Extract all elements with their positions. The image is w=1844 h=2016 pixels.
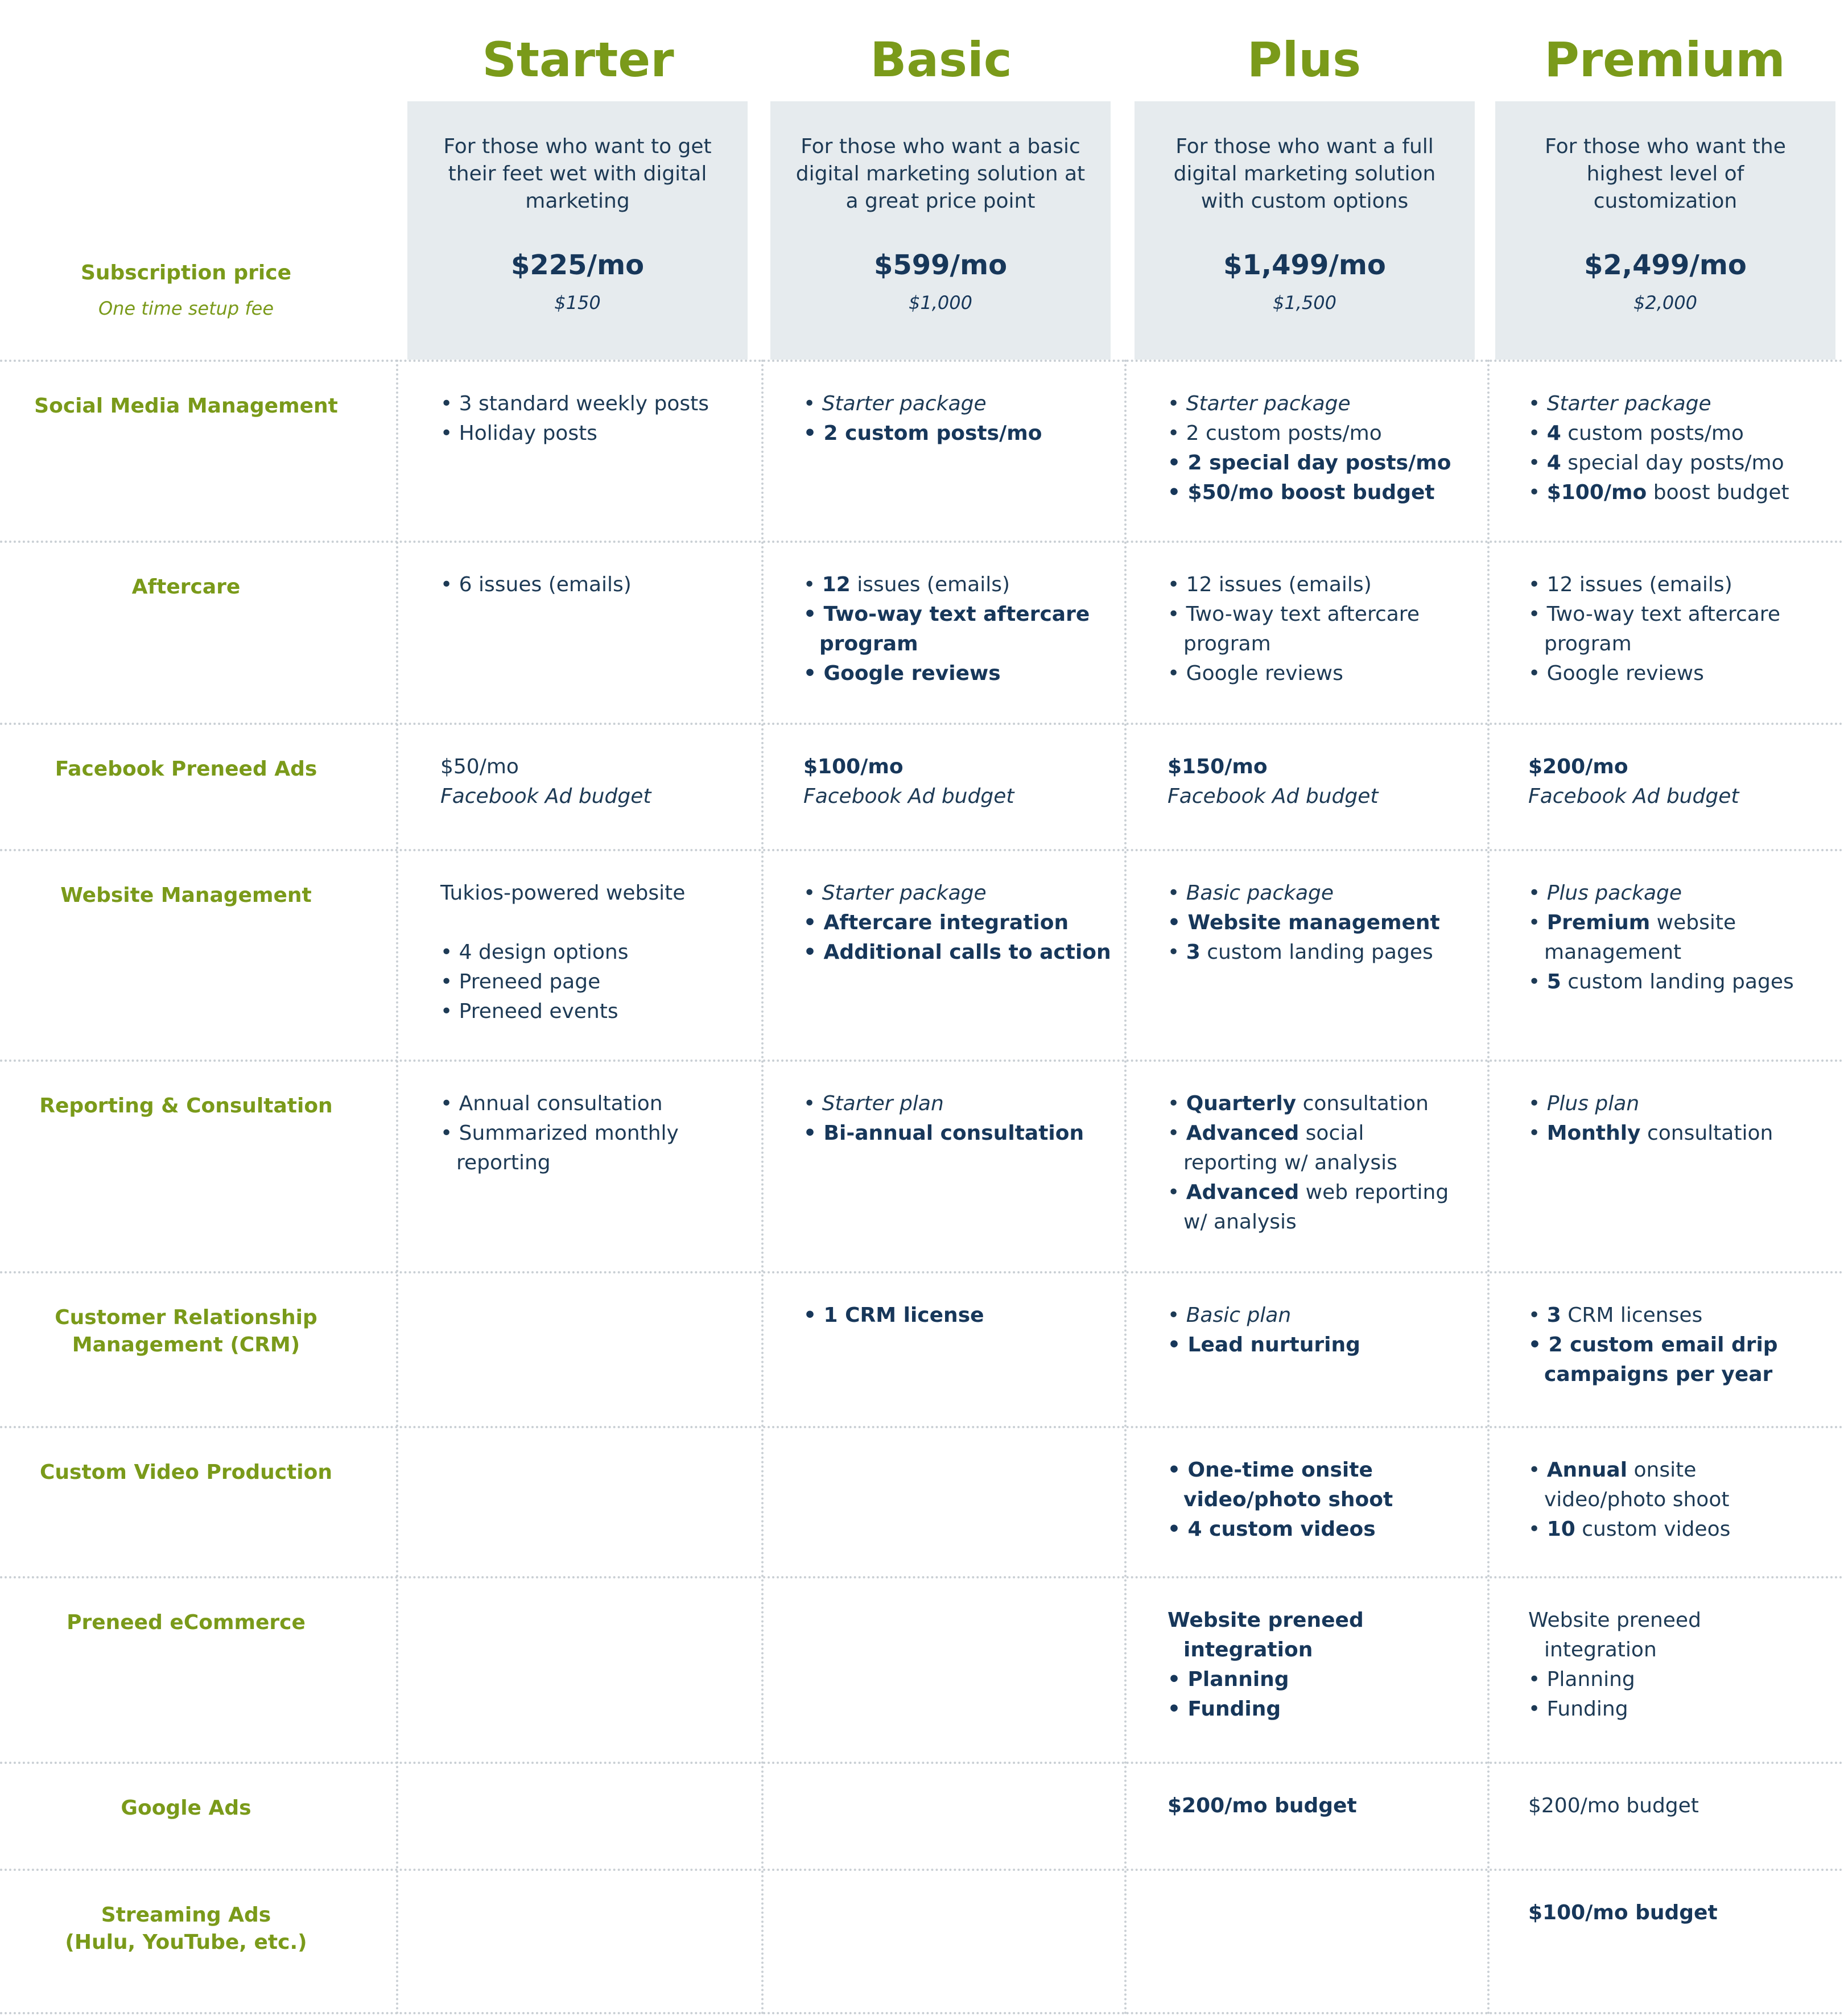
feature-cell-line (1528, 752, 1844, 782)
feature-cell-line (1168, 1178, 1485, 1207)
feature-cell-line (1168, 448, 1485, 478)
feature-cell (1168, 1791, 1485, 1821)
cell-text: • 2 custom posts/mo (1168, 422, 1382, 445)
feature-cell (1528, 1089, 1844, 1148)
cell-text: special day posts/mo (1561, 451, 1784, 475)
cell-text: $50/mo (440, 755, 519, 778)
cell-text: web reporting (1299, 1181, 1449, 1204)
feature-cell-line (1528, 389, 1844, 419)
feature-label-line: (Hulu, YouTube, etc.) (65, 1931, 307, 1954)
cell-text: onsite (1627, 1458, 1697, 1482)
feature-label (0, 882, 372, 909)
feature-cell-line (1168, 1456, 1485, 1485)
cell-text: Advanced (1186, 1181, 1300, 1204)
cell-text: • (1168, 1181, 1186, 1204)
feature-cell (803, 1089, 1121, 1148)
cell-text: 10 (1546, 1518, 1575, 1541)
feature-cell-line (1168, 478, 1485, 508)
cell-text: $200/mo (1528, 755, 1628, 778)
cell-text: program (819, 632, 918, 655)
feature-cell (440, 570, 758, 600)
cell-text: program (1183, 632, 1271, 655)
feature-cell (1168, 752, 1485, 811)
cell-text: Plus plan (1546, 1092, 1640, 1115)
feature-cell-line (1168, 1695, 1485, 1724)
feature-cell-line (1528, 1456, 1844, 1485)
feature-cell (1528, 570, 1844, 689)
cell-text: • 2 special day posts/mo (1168, 451, 1451, 475)
cell-text: campaigns per year (1544, 1363, 1773, 1386)
feature-cell-line (1528, 448, 1844, 478)
feature-cell-line (803, 782, 1121, 811)
column-divider (1487, 360, 1490, 2016)
feature-label (0, 1304, 372, 1359)
feature-cell-line (1168, 1485, 1485, 1515)
feature-cell-line (803, 1119, 1121, 1148)
cell-text: Starter package (822, 881, 987, 905)
feature-label (0, 756, 372, 783)
cell-text: Basic plan (1186, 1304, 1292, 1327)
feature-cell-line (1168, 908, 1485, 938)
cell-text: integration (1544, 1638, 1657, 1662)
cell-text: reporting (456, 1151, 551, 1174)
plan-setup-fee: $1,000 (909, 292, 972, 314)
cell-text: Starter package (822, 392, 987, 415)
cell-text: Basic package (1186, 881, 1334, 905)
cell-text: • (803, 1092, 822, 1115)
feature-cell-line (440, 1119, 758, 1148)
feature-cell (1168, 1089, 1485, 1237)
cell-text: • 12 issues (emails) (1168, 573, 1372, 596)
feature-cell (440, 1089, 758, 1178)
plan-setup-fee: $1,500 (1273, 292, 1336, 314)
feature-label-line: Management (CRM) (72, 1333, 300, 1357)
feature-cell-line (1528, 782, 1844, 811)
feature-cell-line (1168, 1665, 1485, 1695)
cell-text: website (1650, 911, 1736, 934)
feature-cell-line (1528, 1635, 1844, 1665)
feature-cell-line (1168, 389, 1485, 419)
cell-text: Annual (1546, 1458, 1628, 1482)
feature-cell-line (1528, 600, 1844, 629)
cell-text: • Preneed page (440, 970, 601, 993)
feature-cell-line (440, 997, 758, 1026)
feature-cell-line (1528, 879, 1844, 908)
feature-cell-line (1168, 570, 1485, 600)
feature-cell-line (1168, 1515, 1485, 1544)
feature-cell-line (1528, 908, 1844, 938)
feature-label-line: Website Management (60, 884, 312, 907)
feature-cell-line (440, 879, 758, 908)
feature-cell-line (1528, 659, 1844, 689)
cell-text: • (803, 881, 822, 905)
feature-cell-line (1528, 1119, 1844, 1148)
cell-text: consultation (1640, 1122, 1773, 1145)
feature-cell-line (440, 1089, 758, 1119)
cell-text: • (1168, 1304, 1186, 1327)
cell-text: • (1168, 1122, 1186, 1145)
cell-text: • (1168, 941, 1186, 964)
row-divider (0, 1762, 1844, 1764)
feature-cell-line (803, 570, 1121, 600)
cell-text: • Additional calls to action (803, 941, 1111, 964)
cell-text: • (1528, 1092, 1547, 1115)
feature-cell-line (1528, 1898, 1844, 1928)
feature-cell (1528, 879, 1844, 997)
cell-text: • Website management (1168, 911, 1440, 934)
feature-cell-line (1528, 419, 1844, 448)
feature-cell-line (440, 967, 758, 997)
feature-cell-line (1168, 1606, 1485, 1635)
feature-cell (1528, 752, 1844, 811)
feature-cell-line (1168, 1330, 1485, 1360)
feature-cell-line (803, 600, 1121, 629)
cell-text: • (803, 392, 822, 415)
row-divider (0, 849, 1844, 851)
cell-text: • (1528, 881, 1547, 905)
feature-cell (440, 389, 758, 448)
feature-label (0, 393, 372, 420)
cell-text: 4 (1546, 422, 1561, 445)
feature-cell-line (1528, 1606, 1844, 1635)
cell-text: Starter package (1546, 392, 1711, 415)
feature-cell-line (1528, 1301, 1844, 1330)
cell-text: • Funding (1168, 1697, 1281, 1721)
cell-text: • 12 issues (emails) (1528, 573, 1732, 596)
feature-cell-line (803, 659, 1121, 689)
cell-text: • Planning (1528, 1668, 1635, 1691)
feature-cell (803, 879, 1121, 967)
cell-text: social (1299, 1122, 1364, 1145)
feature-label (0, 1609, 372, 1636)
feature-cell-line (440, 938, 758, 967)
feature-cell-line (1528, 570, 1844, 600)
feature-cell-line (1528, 629, 1844, 659)
feature-cell (803, 570, 1121, 689)
plan-price: $599/mo (873, 249, 1008, 281)
cell-text: • (1528, 1122, 1547, 1145)
cell-text: boost budget (1647, 481, 1789, 504)
cell-text: video/photo shoot (1183, 1488, 1393, 1511)
cell-text: • (1528, 422, 1547, 445)
cell-text: custom landing pages (1561, 970, 1794, 993)
feature-cell-line (1168, 938, 1485, 967)
feature-cell-line (440, 752, 758, 782)
cell-text: • 2 custom email drip (1528, 1333, 1778, 1357)
cell-text: custom posts/mo (1561, 422, 1744, 445)
cell-text: integration (1183, 1638, 1313, 1662)
cell-text: • Preneed events (440, 1000, 618, 1023)
feature-cell-line (440, 570, 758, 600)
feature-cell-line (1528, 478, 1844, 508)
cell-text: 3 (1186, 941, 1201, 964)
feature-cell-line (803, 1089, 1121, 1119)
feature-label-line: Facebook Preneed Ads (55, 757, 317, 781)
feature-cell-line (803, 879, 1121, 908)
setup-fee-label: One time setup fee (98, 298, 274, 319)
feature-cell-line (1168, 1119, 1485, 1148)
feature-cell-line (440, 908, 758, 938)
plan-description: For those who want to get their feet wet with digital marketing (443, 135, 712, 213)
cell-text: • (1168, 1092, 1186, 1115)
row-divider (0, 723, 1844, 725)
cell-text: 5 (1546, 970, 1561, 993)
feature-cell-line (1168, 629, 1485, 659)
cell-text: issues (emails) (850, 573, 1010, 596)
cell-text: Starter package (1186, 392, 1351, 415)
plan-description: For those who want a basic digital marketing solution at a great price point (795, 135, 1086, 213)
cell-text: Facebook Ad budget (1528, 785, 1739, 808)
row-divider (0, 1426, 1844, 1428)
row-divider (0, 1271, 1844, 1273)
feature-cell-line (1528, 1360, 1844, 1390)
cell-text: 3 (1546, 1304, 1561, 1327)
feature-cell-line (440, 782, 758, 811)
feature-cell (1168, 389, 1485, 508)
cell-text: • (1528, 451, 1547, 475)
feature-cell-line (440, 389, 758, 419)
feature-cell-line (1528, 1330, 1844, 1360)
feature-cell (1528, 1456, 1844, 1544)
cell-text: • Two-way text aftercare (803, 603, 1090, 626)
plan-setup-fee: $150 (554, 292, 601, 314)
feature-cell-line (1528, 938, 1844, 967)
cell-text: • 3 standard weekly posts (440, 392, 709, 415)
plan-price: $225/mo (510, 249, 645, 281)
feature-cell (803, 1301, 1121, 1330)
feature-cell (803, 752, 1121, 811)
cell-text: Premium (1546, 911, 1651, 934)
cell-text: Website preneed (1168, 1609, 1364, 1632)
feature-label-line: Preneed eCommerce (67, 1611, 306, 1634)
cell-text: $100/mo (803, 755, 904, 778)
cell-text: • (1528, 911, 1547, 934)
cell-text: • 2 custom posts/mo (803, 422, 1042, 445)
cell-text: • Two-way text aftercare (1168, 603, 1420, 626)
cell-text: • (1168, 881, 1186, 905)
feature-cell-line (1528, 1695, 1844, 1724)
feature-label-line: Customer Relationship (55, 1306, 317, 1329)
feature-cell (1528, 1301, 1844, 1390)
feature-cell (440, 752, 758, 811)
feature-cell (1168, 1301, 1485, 1360)
feature-label (0, 1902, 372, 1956)
feature-cell-line (1168, 1148, 1485, 1178)
cell-text: • (803, 573, 822, 596)
feature-cell (1528, 1898, 1844, 1928)
feature-cell (1168, 879, 1485, 967)
cell-text: • (1168, 392, 1186, 415)
cell-text: • Annual consultation (440, 1092, 663, 1115)
cell-text: • Aftercare integration (803, 911, 1069, 934)
cell-text: program (1544, 632, 1632, 655)
row-divider (0, 1059, 1844, 1062)
feature-cell-line (1528, 1665, 1844, 1695)
cell-text: $150/mo (1168, 755, 1268, 778)
cell-text: • Planning (1168, 1668, 1289, 1691)
cell-text: • One-time onsite (1168, 1458, 1373, 1482)
cell-text: • 4 design options (440, 941, 629, 964)
cell-text: Website preneed (1528, 1609, 1701, 1632)
cell-text: • (1528, 481, 1547, 504)
cell-text: • $50/mo boost budget (1168, 481, 1435, 504)
feature-label-line: Reporting & Consultation (39, 1094, 333, 1118)
cell-text: Tukios-powered website (440, 881, 686, 905)
feature-cell-line (440, 419, 758, 448)
feature-cell-line (1168, 1089, 1485, 1119)
feature-cell-line (1168, 1791, 1485, 1821)
cell-text: Facebook Ad budget (440, 785, 651, 808)
row-divider (0, 541, 1844, 543)
row-divider (0, 1869, 1844, 1871)
feature-label (0, 1092, 372, 1120)
column-divider (1124, 360, 1127, 2016)
cell-text: • Google reviews (803, 662, 1001, 685)
feature-cell (440, 879, 758, 1026)
plan-card-basic (770, 101, 1111, 360)
feature-cell (1528, 1791, 1844, 1821)
feature-cell-line (440, 1148, 758, 1178)
cell-text: Advanced (1186, 1122, 1300, 1145)
row-divider (0, 1576, 1844, 1578)
feature-cell-line (803, 1301, 1121, 1330)
feature-cell (1168, 1606, 1485, 1724)
cell-text: • Bi-annual consultation (803, 1122, 1084, 1145)
cell-text: • 6 issues (emails) (440, 573, 632, 596)
feature-cell-line (803, 752, 1121, 782)
cell-text: w/ analysis (1183, 1210, 1297, 1234)
feature-label-line: Aftercare (131, 575, 241, 599)
cell-text: custom landing pages (1200, 941, 1433, 964)
cell-text: Facebook Ad budget (1168, 785, 1379, 808)
cell-text: • (1528, 1304, 1547, 1327)
feature-cell (1528, 389, 1844, 508)
feature-cell-line (803, 629, 1121, 659)
cell-text: Facebook Ad budget (803, 785, 1014, 808)
cell-text: • (1528, 392, 1547, 415)
cell-text: consultation (1296, 1092, 1429, 1115)
feature-cell-line (1528, 1485, 1844, 1515)
cell-text: CRM licenses (1561, 1304, 1703, 1327)
column-divider (761, 360, 764, 2016)
cell-text: $200/mo budget (1168, 1794, 1357, 1817)
feature-cell-line (803, 908, 1121, 938)
feature-cell-line (1168, 879, 1485, 908)
feature-cell-line (1528, 1515, 1844, 1544)
feature-cell-line (1528, 967, 1844, 997)
feature-label (0, 574, 372, 601)
subscription-price-label: Subscription price (80, 261, 292, 285)
plan-setup-fee: $2,000 (1633, 292, 1697, 314)
column-divider (396, 360, 398, 2016)
cell-text: • 4 custom videos (1168, 1518, 1376, 1541)
cell-text: • Summarized monthly (440, 1122, 679, 1145)
feature-cell-line (1168, 782, 1485, 811)
cell-text: $200/mo budget (1528, 1794, 1699, 1817)
feature-cell (1168, 1456, 1485, 1544)
plan-card-starter (407, 101, 748, 360)
plan-price: $1,499/mo (1223, 249, 1386, 281)
row-divider (0, 2012, 1844, 2014)
feature-cell-line (1168, 1207, 1485, 1237)
cell-text: custom videos (1575, 1518, 1731, 1541)
feature-label-line: Custom Video Production (39, 1461, 332, 1484)
cell-text: • Google reviews (1168, 662, 1343, 685)
cell-text: • Google reviews (1528, 662, 1704, 685)
feature-cell-line (1168, 752, 1485, 782)
feature-cell-line (803, 389, 1121, 419)
cell-text: • 1 CRM license (803, 1304, 984, 1327)
feature-cell-line (1168, 659, 1485, 689)
feature-cell (803, 389, 1121, 448)
feature-label (0, 1795, 372, 1822)
cell-text: $100/mo budget (1528, 1901, 1718, 1924)
feature-cell-line (1528, 1791, 1844, 1821)
cell-text: 12 (822, 573, 851, 596)
cell-text: • Holiday posts (440, 422, 597, 445)
plan-title-basic: Basic (870, 32, 1012, 88)
feature-cell-line (803, 419, 1121, 448)
plan-title-starter: Starter (482, 32, 674, 88)
plan-description: For those who want a full digital marketing solution with custom options (1173, 135, 1436, 213)
feature-label-line: Social Media Management (34, 394, 338, 418)
cell-text: • Funding (1528, 1697, 1628, 1721)
cell-text: reporting w/ analysis (1183, 1151, 1397, 1174)
plan-title-plus: Plus (1247, 32, 1362, 88)
cell-text: video/photo shoot (1544, 1488, 1730, 1511)
cell-text: 4 (1546, 451, 1561, 475)
cell-text: Quarterly (1186, 1092, 1297, 1115)
cell-text: $100/mo (1546, 481, 1647, 504)
cell-text: • (1528, 970, 1547, 993)
row-divider (0, 360, 1844, 362)
feature-label (0, 1459, 372, 1486)
feature-cell-line (1168, 419, 1485, 448)
plan-title-premium: Premium (1544, 32, 1785, 88)
cell-text: • Two-way text aftercare (1528, 603, 1780, 626)
feature-cell-line (1168, 1635, 1485, 1665)
feature-cell (1168, 570, 1485, 689)
plan-card-premium (1495, 101, 1835, 360)
feature-cell-line (1168, 600, 1485, 629)
cell-text: • (1528, 1458, 1547, 1482)
feature-cell-line (1168, 1301, 1485, 1330)
cell-text: Monthly (1546, 1122, 1641, 1145)
plan-card-plus (1135, 101, 1475, 360)
feature-label-line: Google Ads (121, 1796, 251, 1820)
feature-cell-line (1528, 1089, 1844, 1119)
plan-price: $2,499/mo (1584, 249, 1747, 281)
feature-cell-line (803, 938, 1121, 967)
cell-text: management (1544, 941, 1682, 964)
cell-text: Plus package (1546, 881, 1682, 905)
cell-text: • (1528, 1518, 1547, 1541)
feature-cell (1528, 1606, 1844, 1724)
cell-text: Starter plan (822, 1092, 944, 1115)
cell-text: • Lead nurturing (1168, 1333, 1360, 1357)
feature-label-line: Streaming Ads (101, 1903, 271, 1927)
plan-description: For those who want the highest level of customization (1545, 135, 1786, 213)
